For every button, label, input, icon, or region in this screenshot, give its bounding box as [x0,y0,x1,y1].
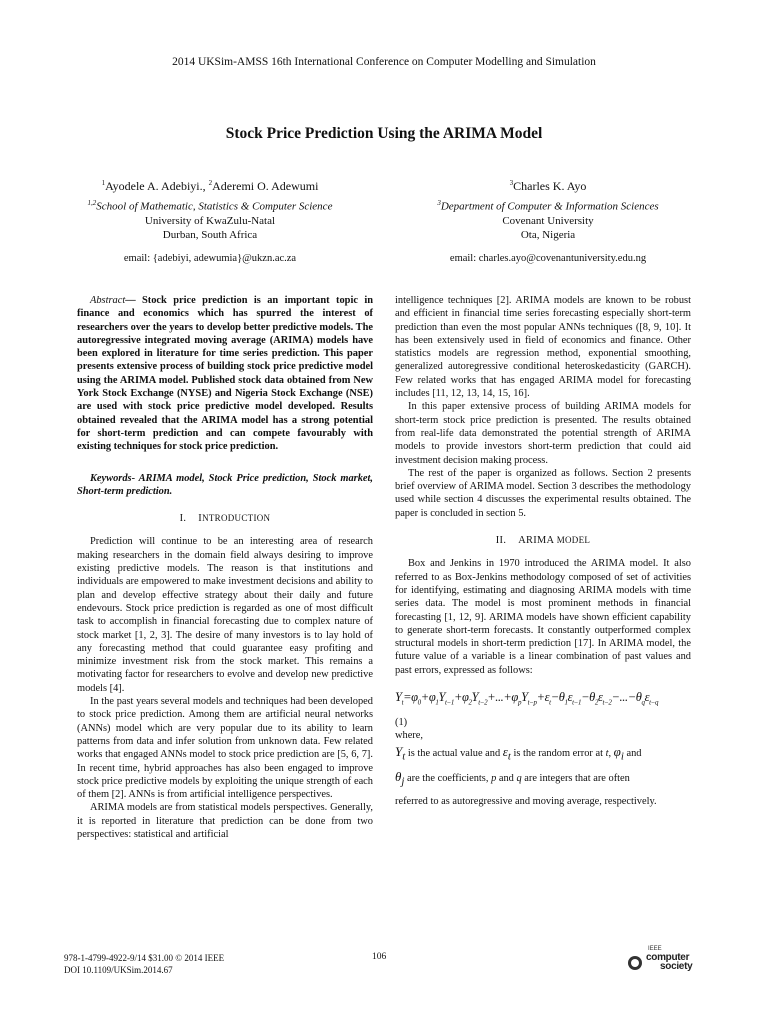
affiliation-superscript: 1,2 [87,199,97,207]
logo-circle-icon [628,956,642,970]
where-line-1: $Y_t$ is the actual value and $\varepsilon_t$ is the random error at t, $\varphi_i$ and [395,744,642,763]
paragraph: Prediction will continue to be an interesting area of research making researchers in the domain field always desiring to improve existing predictive models. The reason is that institutions and individuals are empowered to make investment decisions and ability to plan and develop effective strategy about their daily and future endevours. Stock price prediction is regarded as one of most difficult task to accomplish in financial forecasting due to complex nature of stock market [1, 2, 3]. The desire of many investors is to lay hold of any forecasting method that could guarantee easy profiting and minimize investment risk from the stock market. This remains a motivating factor for researchers to evolve and develop new predictive models [4]. [77,536,373,694]
location-right: Ota, Nigeria [520,228,576,241]
right-column [395,294,691,808]
where-label: where, [395,730,423,742]
abstract-label: Abstract [90,295,126,306]
author-superscript: 1 [101,179,106,187]
institution-left: University of KwaZulu-Natal [144,214,276,227]
institution-right: Covenant University [502,214,594,227]
author-name: Charles K. Ayo [513,179,587,193]
paragraph: In the past years several models and techniques had been developed to stock price prediction. Among them are artificial neural networks (ANNs) model which are very popular due to its ability to learn patterns from data and infer solution from unknown data. Few related works that engaged ANNs model to stock price prediction are [5, 6, 7]. In recent time, hybrid approaches has also been engaged to improve stock price predictive models by exploiting the unique strength of each of them [2]. ANNs is from artificial intelligence perspectives. [77,696,373,801]
paper-title: Stock Price Prediction Using the ARIMA Model [225,125,543,142]
author-superscript: 2 [208,179,213,187]
author-superscript: 3 [509,179,514,187]
author-name: Ayodele A. Adebiyi., [105,179,209,193]
isbn-line: 978-1-4799-4922-9/14 $31.00 © 2014 IEEE [64,953,225,963]
author-name: Aderemi O. Adewumi [212,179,319,193]
section-heading-arima: II. ARIMA MODEL [495,535,591,547]
logo-small-text: IEEE [648,946,662,952]
paragraph: Box and Jenkins in 1970 introduced the ARIMA model. It also referred to as Box-Jenkins methodology composed of set of activities for identifying, estimating and diagnosing ARIMA models with time series data. The model is most prominent methods in financial forecasting [1, 12, 9]. ARIMA models have shown efficient capability to generate short-term forecasts. It constantly outperformed complex structural models in short-term prediction [17]. In ARIMA model, the future value of a variable is a linear combination of past values and past errors, expressed as follows: [395,558,691,676]
logo-text: computer society [646,952,693,972]
footer-copyright [64,952,224,976]
author-names-right [388,175,708,194]
paragraph: intelligence techniques [2]. ARIMA models are known to be robust and efficient in financial time series forecasting especially short-term prediction than even the most popular ANNs techniques ([8, 9, 10]. It has been extensively used in field of economics and finance. Other statistics models are regression method, exponential smoothing, generalized autoregressive conditional heteroskedasticity (GARCH). Few related works that has engaged ARIMA model for forecasting includes [11, 12, 13, 14, 15, 16]. [395,295,691,400]
email-left: email: {adebiyi, adewumia}@ukzn.ac.za [123,253,297,264]
author-block-right [388,175,708,242]
keywords: Keywords- ARIMA model, Stock Price prediction, Stock market, Short-term prediction. [77,472,373,497]
equation-number: (1) [395,716,408,728]
arima-equation: $Y_t=\varphi_0+\varphi_1Y_{t-1}+\varphi_2Y_{t-2}+...+\varphi_pY_{t-p}+\varepsilon_t-\theta_1\varepsilon_{t-1}-\theta_2\varepsilon_{t-2}-...-\theta_q\varepsilon_{t-q}$ [395,690,659,707]
author-names-left [60,175,360,194]
page-number: 106 [372,952,387,962]
ieee-computer-society-logo [628,946,708,980]
location-left: Durban, South Africa [162,228,258,241]
where-line-3: referred to as autoregressive and moving average, respectively. [395,796,657,808]
paragraph: In this paper extensive process of building ARIMA models for short-term stock price prediction is presented. The results obtained from real-life data demonstrated the potential strength of ARIMA models to provide investors short-term prediction that could aid investment decision making process. [395,401,691,466]
paragraph: ARIMA models are from statistical models perspectives. Generally, it is reported in literature that prediction can be done from two perspectives: statistical and artificial [77,802,373,840]
affiliation-right: $^3$Department of Computer & Information Sciences [437,199,659,213]
abstract [77,294,373,454]
where-line-2: $\theta_j$ are the coefficients, p and q are integers that are often [395,769,630,788]
affiliation-left: $^{1,2}$School of Mathematic, Statistics & Computer Science [87,199,333,213]
author-block-left [60,175,360,242]
abstract-text: — Stock price prediction is an important topic in finance and economics which has spurred the interest of researchers over the years to develop better predictive models. The autoregressive integrated moving average (ARIMA) models have been explored in literature for time series prediction. This paper presents extensive process of building stock price predictive model using the ARIMA model. Published stock data obtained from New York Stock Exchange (NYSE) and Nigeria Stock Exchange (NSE) are used with stock price predictive model developed. Results obtained revealed that the ARIMA model has a strong potential for short-term prediction and can compete favourably with existing techniques for stock price prediction. [77,295,373,453]
left-column [77,294,373,841]
paragraph: The rest of the paper is organized as follows. Section 2 presents brief overview of ARIMA model. Section 3 describes the methodology used while section 4 discusses the experimental results obtained. The paper is concluded in section 5. [395,467,691,519]
conference-header: 2014 UKSim-AMSS 16th International Conference on Computer Modelling and Simulation [172,56,596,68]
doi-line: DOI 10.1109/UKSim.2014.67 [64,965,173,975]
affiliation-superscript: 3 [437,199,441,207]
section-heading-introduction: I. INTRODUCTION [179,513,271,525]
email-right: email: charles.ayo@covenantuniversity.edu.ng [449,253,647,264]
